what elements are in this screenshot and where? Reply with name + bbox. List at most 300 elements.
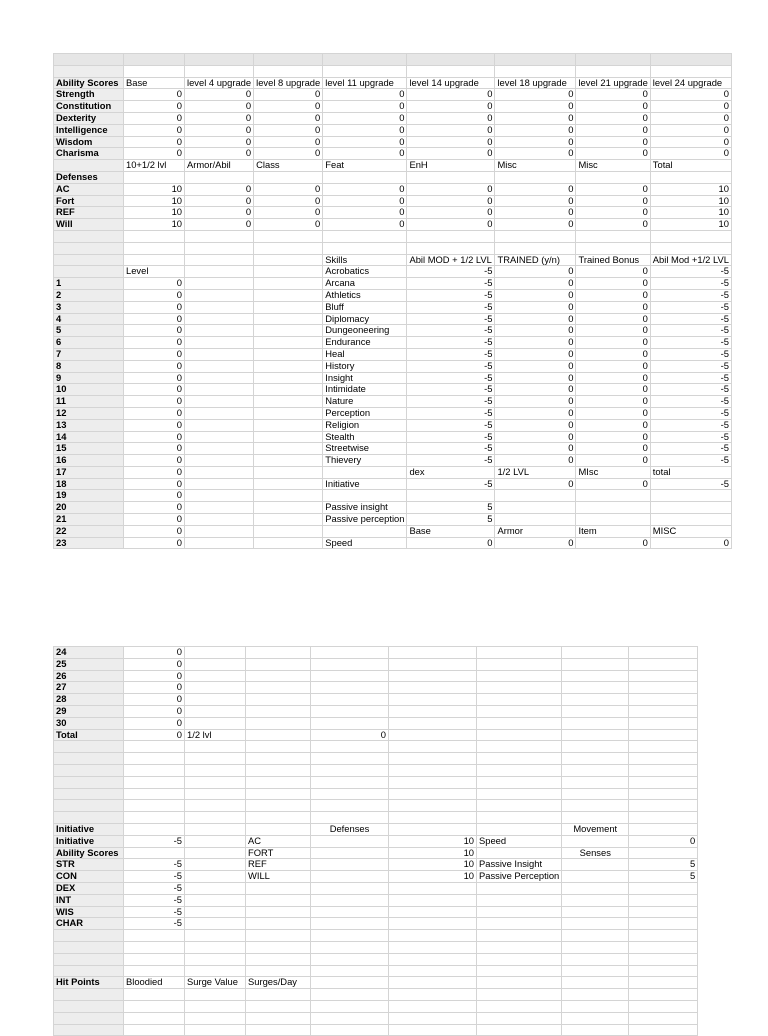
cell[interactable]: 0	[323, 183, 407, 195]
row-label-7[interactable]: 7	[54, 348, 124, 360]
row-header-cell[interactable]	[54, 65, 124, 77]
cell[interactable]: -5	[124, 835, 185, 847]
cell[interactable]: Surges/Day	[246, 977, 311, 989]
cell[interactable]: Surge Value	[185, 977, 246, 989]
cell[interactable]	[254, 242, 323, 254]
cell[interactable]: 0	[124, 396, 185, 408]
cell[interactable]: 0	[407, 136, 495, 148]
row-header-cell[interactable]	[54, 788, 124, 800]
cell[interactable]	[185, 694, 246, 706]
cell[interactable]: 0	[124, 514, 185, 526]
cell[interactable]: Senses	[562, 847, 629, 859]
cell[interactable]	[389, 965, 477, 977]
cell[interactable]	[185, 918, 246, 930]
cell[interactable]: 10	[650, 183, 731, 195]
cell[interactable]	[246, 753, 311, 765]
cell[interactable]: 0	[495, 195, 576, 207]
cell[interactable]: -5	[650, 455, 731, 467]
cell[interactable]: 0	[124, 407, 185, 419]
cell[interactable]	[246, 776, 311, 788]
cell[interactable]	[254, 301, 323, 313]
cell[interactable]: 0	[495, 443, 576, 455]
cell[interactable]	[389, 812, 477, 824]
cell[interactable]	[389, 989, 477, 1001]
cell[interactable]: Movement	[562, 823, 629, 835]
cell[interactable]	[477, 953, 562, 965]
row-label-int[interactable]: INT	[54, 894, 124, 906]
row-header-cell[interactable]	[54, 941, 124, 953]
cell[interactable]	[562, 658, 629, 670]
cell[interactable]	[124, 823, 185, 835]
cell[interactable]: 0	[576, 537, 650, 549]
row-label-17[interactable]: 17	[54, 466, 124, 478]
cell[interactable]: -5	[650, 396, 731, 408]
cell[interactable]	[124, 953, 185, 965]
cell[interactable]	[311, 682, 389, 694]
cell[interactable]	[254, 537, 323, 549]
cell[interactable]: 0	[124, 694, 185, 706]
cell[interactable]	[311, 835, 389, 847]
cell[interactable]: level 8 upgrade	[254, 77, 323, 89]
cell[interactable]: Base	[124, 77, 185, 89]
cell[interactable]: Insight	[323, 372, 407, 384]
cell[interactable]: Dungeoneering	[323, 325, 407, 337]
cell[interactable]: 0	[407, 101, 495, 113]
cell[interactable]: 0	[407, 89, 495, 101]
cell[interactable]	[311, 788, 389, 800]
cell[interactable]	[185, 906, 246, 918]
cell[interactable]	[185, 537, 254, 549]
cell[interactable]	[323, 65, 407, 77]
cell[interactable]	[246, 741, 311, 753]
cell[interactable]	[185, 230, 254, 242]
cell[interactable]: Heal	[323, 348, 407, 360]
cell[interactable]	[254, 396, 323, 408]
row-header-cell[interactable]	[54, 812, 124, 824]
cell[interactable]	[124, 741, 185, 753]
row-label-char[interactable]: CHAR	[54, 918, 124, 930]
cell[interactable]	[254, 384, 323, 396]
cell[interactable]	[185, 835, 246, 847]
cell[interactable]: 0	[407, 219, 495, 231]
row-label-charisma[interactable]: Charisma	[54, 148, 124, 160]
cell[interactable]	[311, 847, 389, 859]
cell[interactable]	[254, 478, 323, 490]
cell[interactable]: -5	[650, 419, 731, 431]
cell[interactable]	[562, 882, 629, 894]
row-label-23[interactable]: 23	[54, 537, 124, 549]
cell[interactable]: 0	[495, 112, 576, 124]
cell[interactable]	[629, 670, 698, 682]
cell[interactable]	[124, 941, 185, 953]
cell[interactable]: 0	[576, 396, 650, 408]
cell[interactable]: -5	[124, 918, 185, 930]
cell[interactable]	[185, 776, 246, 788]
cell[interactable]	[576, 502, 650, 514]
cell[interactable]	[124, 847, 185, 859]
cell[interactable]	[629, 753, 698, 765]
row-header-cell[interactable]	[54, 965, 124, 977]
cell[interactable]	[389, 694, 477, 706]
cell[interactable]	[477, 717, 562, 729]
row-label-initiative[interactable]: Initiative	[54, 835, 124, 847]
cell[interactable]: Thievery	[323, 455, 407, 467]
cell[interactable]	[389, 670, 477, 682]
cell[interactable]: Speed	[323, 537, 407, 549]
cell[interactable]: -5	[407, 348, 495, 360]
cell[interactable]: -5	[407, 278, 495, 290]
cell[interactable]: 0	[124, 729, 185, 741]
cell[interactable]	[185, 871, 246, 883]
cell[interactable]: -5	[650, 443, 731, 455]
cell[interactable]	[495, 65, 576, 77]
cell[interactable]: 0	[124, 658, 185, 670]
cell[interactable]: Skills	[323, 254, 407, 266]
row-label-ability-scores[interactable]: Ability Scores	[54, 77, 124, 89]
cell[interactable]: Armor/Abil	[185, 160, 254, 172]
cell[interactable]	[389, 1000, 477, 1012]
cell[interactable]: 0	[576, 348, 650, 360]
cell[interactable]	[477, 764, 562, 776]
cell[interactable]: 0	[495, 407, 576, 419]
row-label-15[interactable]: 15	[54, 443, 124, 455]
cell[interactable]	[389, 788, 477, 800]
cell[interactable]: 0	[650, 148, 731, 160]
cell[interactable]: Misc	[495, 160, 576, 172]
cell[interactable]: 0	[495, 396, 576, 408]
cell[interactable]	[477, 1000, 562, 1012]
cell[interactable]	[389, 894, 477, 906]
cell[interactable]: 0	[576, 431, 650, 443]
cell[interactable]: 0	[185, 183, 254, 195]
cell[interactable]	[562, 1024, 629, 1036]
cell[interactable]: Stealth	[323, 431, 407, 443]
cell[interactable]: AC	[246, 835, 311, 847]
cell[interactable]	[576, 65, 650, 77]
cell[interactable]: 0	[576, 360, 650, 372]
cell[interactable]	[389, 1012, 477, 1024]
row-label-5[interactable]: 5	[54, 325, 124, 337]
cell[interactable]	[311, 894, 389, 906]
cell[interactable]: 0	[576, 101, 650, 113]
row-header-cell[interactable]	[54, 764, 124, 776]
cell[interactable]: 0	[124, 490, 185, 502]
cell[interactable]: EnH	[407, 160, 495, 172]
cell[interactable]: 0	[323, 136, 407, 148]
cell[interactable]: 0	[124, 682, 185, 694]
cell[interactable]: 0	[576, 337, 650, 349]
cell[interactable]: 0	[124, 502, 185, 514]
cell[interactable]	[562, 705, 629, 717]
cell[interactable]: -5	[407, 431, 495, 443]
cell[interactable]	[185, 348, 254, 360]
cell[interactable]: 0	[124, 313, 185, 325]
row-label-18[interactable]: 18	[54, 478, 124, 490]
cell[interactable]	[477, 788, 562, 800]
cell[interactable]: 0	[495, 301, 576, 313]
cell[interactable]	[576, 54, 650, 66]
cell[interactable]: 0	[576, 325, 650, 337]
cell[interactable]: 10	[124, 219, 185, 231]
cell[interactable]	[477, 705, 562, 717]
cell[interactable]	[562, 894, 629, 906]
row-label-2[interactable]: 2	[54, 289, 124, 301]
cell[interactable]	[311, 859, 389, 871]
cell[interactable]	[311, 776, 389, 788]
cell[interactable]	[629, 741, 698, 753]
cell[interactable]: 1/2 LVL	[495, 466, 576, 478]
cell[interactable]	[124, 54, 185, 66]
cell[interactable]: 0	[124, 289, 185, 301]
cell[interactable]: Abil Mod +1/2 LVL	[650, 254, 731, 266]
cell[interactable]	[629, 930, 698, 942]
cell[interactable]	[629, 941, 698, 953]
cell[interactable]	[323, 230, 407, 242]
cell[interactable]: -5	[650, 313, 731, 325]
row-label-10[interactable]: 10	[54, 384, 124, 396]
cell[interactable]: -5	[124, 882, 185, 894]
cell[interactable]	[254, 348, 323, 360]
cell[interactable]: Passive perception	[323, 514, 407, 526]
cell[interactable]: 0	[323, 101, 407, 113]
cell[interactable]: -5	[124, 906, 185, 918]
cell[interactable]: 0	[124, 89, 185, 101]
cell[interactable]	[185, 941, 246, 953]
cell[interactable]	[389, 800, 477, 812]
cell[interactable]	[185, 741, 246, 753]
cell[interactable]: level 4 upgrade	[185, 77, 254, 89]
cell[interactable]: 0	[254, 183, 323, 195]
row-label-9[interactable]: 9	[54, 372, 124, 384]
cell[interactable]	[477, 729, 562, 741]
cell[interactable]: 0	[576, 266, 650, 278]
cell[interactable]	[254, 171, 323, 183]
cell[interactable]: level 24 upgrade	[650, 77, 731, 89]
cell[interactable]	[389, 776, 477, 788]
cell[interactable]: Passive Perception	[477, 871, 562, 883]
cell[interactable]	[311, 717, 389, 729]
cell[interactable]: 0	[323, 112, 407, 124]
cell[interactable]	[246, 682, 311, 694]
cell[interactable]: Perception	[323, 407, 407, 419]
cell[interactable]	[185, 682, 246, 694]
cell[interactable]	[562, 906, 629, 918]
cell[interactable]: 0	[185, 136, 254, 148]
cell[interactable]	[389, 906, 477, 918]
cell[interactable]: Total	[650, 160, 731, 172]
cell[interactable]: 0	[495, 431, 576, 443]
cell[interactable]: -5	[650, 278, 731, 290]
cell[interactable]: 0	[124, 525, 185, 537]
cell[interactable]: 0	[576, 372, 650, 384]
cell[interactable]: 0	[124, 466, 185, 478]
cell[interactable]	[477, 753, 562, 765]
row-header-cell[interactable]	[54, 741, 124, 753]
cell[interactable]	[254, 455, 323, 467]
cell[interactable]	[254, 289, 323, 301]
cell[interactable]	[254, 490, 323, 502]
cell[interactable]	[246, 705, 311, 717]
cell[interactable]	[311, 647, 389, 659]
row-label-intelligence[interactable]: Intelligence	[54, 124, 124, 136]
cell[interactable]: -5	[407, 455, 495, 467]
cell[interactable]	[629, 1012, 698, 1024]
cell[interactable]	[311, 871, 389, 883]
row-label-ref[interactable]: REF	[54, 207, 124, 219]
cell[interactable]: 0	[124, 337, 185, 349]
cell[interactable]	[629, 977, 698, 989]
cell[interactable]	[629, 918, 698, 930]
cell[interactable]	[562, 965, 629, 977]
cell[interactable]	[311, 941, 389, 953]
cell[interactable]	[254, 230, 323, 242]
cell[interactable]	[124, 230, 185, 242]
cell[interactable]	[254, 278, 323, 290]
cell[interactable]: 0	[650, 89, 731, 101]
row-header-cell[interactable]	[54, 989, 124, 1001]
cell[interactable]	[389, 823, 477, 835]
cell[interactable]	[185, 989, 246, 1001]
row-label-20[interactable]: 20	[54, 502, 124, 514]
row-header-cell[interactable]	[54, 800, 124, 812]
cell[interactable]	[254, 407, 323, 419]
cell[interactable]: 0	[323, 124, 407, 136]
row-label-defenses[interactable]: Defenses	[54, 171, 124, 183]
cell[interactable]	[254, 254, 323, 266]
cell[interactable]: 5	[407, 514, 495, 526]
cell[interactable]: Abil MOD + 1/2 LVL	[407, 254, 495, 266]
cell[interactable]	[629, 953, 698, 965]
cell[interactable]: 0	[650, 537, 731, 549]
cell[interactable]	[650, 54, 731, 66]
cell[interactable]: 0	[495, 183, 576, 195]
cell[interactable]	[311, 906, 389, 918]
cell[interactable]: Level	[124, 266, 185, 278]
cell[interactable]: 5	[629, 871, 698, 883]
cell[interactable]	[185, 466, 254, 478]
cell[interactable]: 0	[254, 136, 323, 148]
cell[interactable]: 0	[323, 207, 407, 219]
cell[interactable]	[562, 859, 629, 871]
row-header-cell[interactable]	[54, 953, 124, 965]
cell[interactable]	[407, 54, 495, 66]
cell[interactable]: 0	[495, 266, 576, 278]
cell[interactable]	[246, 906, 311, 918]
cell[interactable]	[185, 419, 254, 431]
cell[interactable]: 0	[495, 289, 576, 301]
cell[interactable]	[650, 65, 731, 77]
row-header-cell[interactable]	[54, 776, 124, 788]
row-label-27[interactable]: 27	[54, 682, 124, 694]
cell[interactable]: 10	[650, 219, 731, 231]
cell[interactable]	[185, 953, 246, 965]
cell[interactable]: 0	[407, 183, 495, 195]
cell[interactable]	[323, 466, 407, 478]
cell[interactable]: 0	[495, 148, 576, 160]
cell[interactable]	[323, 242, 407, 254]
cell[interactable]: 0	[576, 301, 650, 313]
cell[interactable]	[576, 242, 650, 254]
cell[interactable]: 0	[185, 148, 254, 160]
cell[interactable]	[254, 514, 323, 526]
cell[interactable]	[477, 682, 562, 694]
cell[interactable]	[562, 1012, 629, 1024]
cell[interactable]: 10	[389, 871, 477, 883]
cell[interactable]	[124, 1024, 185, 1036]
cell[interactable]: Streetwise	[323, 443, 407, 455]
cell[interactable]: level 14 upgrade	[407, 77, 495, 89]
cell[interactable]	[389, 705, 477, 717]
cell[interactable]	[389, 764, 477, 776]
cell[interactable]	[185, 301, 254, 313]
cell[interactable]: 0	[576, 148, 650, 160]
cell[interactable]: -5	[124, 859, 185, 871]
cell[interactable]: 0	[576, 195, 650, 207]
cell[interactable]	[185, 65, 254, 77]
cell[interactable]	[185, 859, 246, 871]
cell[interactable]: History	[323, 360, 407, 372]
cell[interactable]	[562, 953, 629, 965]
cell[interactable]: -5	[650, 478, 731, 490]
cell[interactable]: 0	[407, 195, 495, 207]
cell[interactable]: -5	[407, 313, 495, 325]
cell[interactable]	[562, 1000, 629, 1012]
cell[interactable]	[576, 514, 650, 526]
cell[interactable]: 0	[124, 301, 185, 313]
cell[interactable]: Bluff	[323, 301, 407, 313]
cell[interactable]	[185, 647, 246, 659]
cell[interactable]: Speed	[477, 835, 562, 847]
cell[interactable]: 0	[495, 136, 576, 148]
cell[interactable]	[495, 171, 576, 183]
cell[interactable]	[311, 812, 389, 824]
cell[interactable]: 10+1/2 lvl	[124, 160, 185, 172]
cell[interactable]	[246, 717, 311, 729]
cell[interactable]	[477, 1012, 562, 1024]
cell[interactable]	[124, 753, 185, 765]
cell[interactable]: 0	[124, 278, 185, 290]
cell[interactable]: 0	[495, 219, 576, 231]
cell[interactable]: -5	[407, 396, 495, 408]
cell[interactable]	[185, 717, 246, 729]
cell[interactable]: Initiative	[323, 478, 407, 490]
cell[interactable]	[246, 1012, 311, 1024]
cell[interactable]	[477, 894, 562, 906]
cell[interactable]: 0	[124, 705, 185, 717]
cell[interactable]	[311, 764, 389, 776]
cell[interactable]	[185, 337, 254, 349]
cell[interactable]: Athletics	[323, 289, 407, 301]
cell[interactable]: 0	[407, 112, 495, 124]
cell[interactable]	[311, 1012, 389, 1024]
cell[interactable]	[629, 989, 698, 1001]
cell[interactable]	[650, 230, 731, 242]
cell[interactable]	[185, 800, 246, 812]
cell[interactable]	[254, 419, 323, 431]
cell[interactable]	[562, 989, 629, 1001]
cell[interactable]	[477, 965, 562, 977]
cell[interactable]	[389, 930, 477, 942]
row-label-8[interactable]: 8	[54, 360, 124, 372]
cell[interactable]: -5	[650, 325, 731, 337]
cell[interactable]	[185, 490, 254, 502]
cell[interactable]	[185, 823, 246, 835]
cell[interactable]	[407, 65, 495, 77]
cell[interactable]: -5	[650, 372, 731, 384]
cell[interactable]: 5	[407, 502, 495, 514]
cell[interactable]	[185, 705, 246, 717]
cell[interactable]: MIsc	[576, 466, 650, 478]
